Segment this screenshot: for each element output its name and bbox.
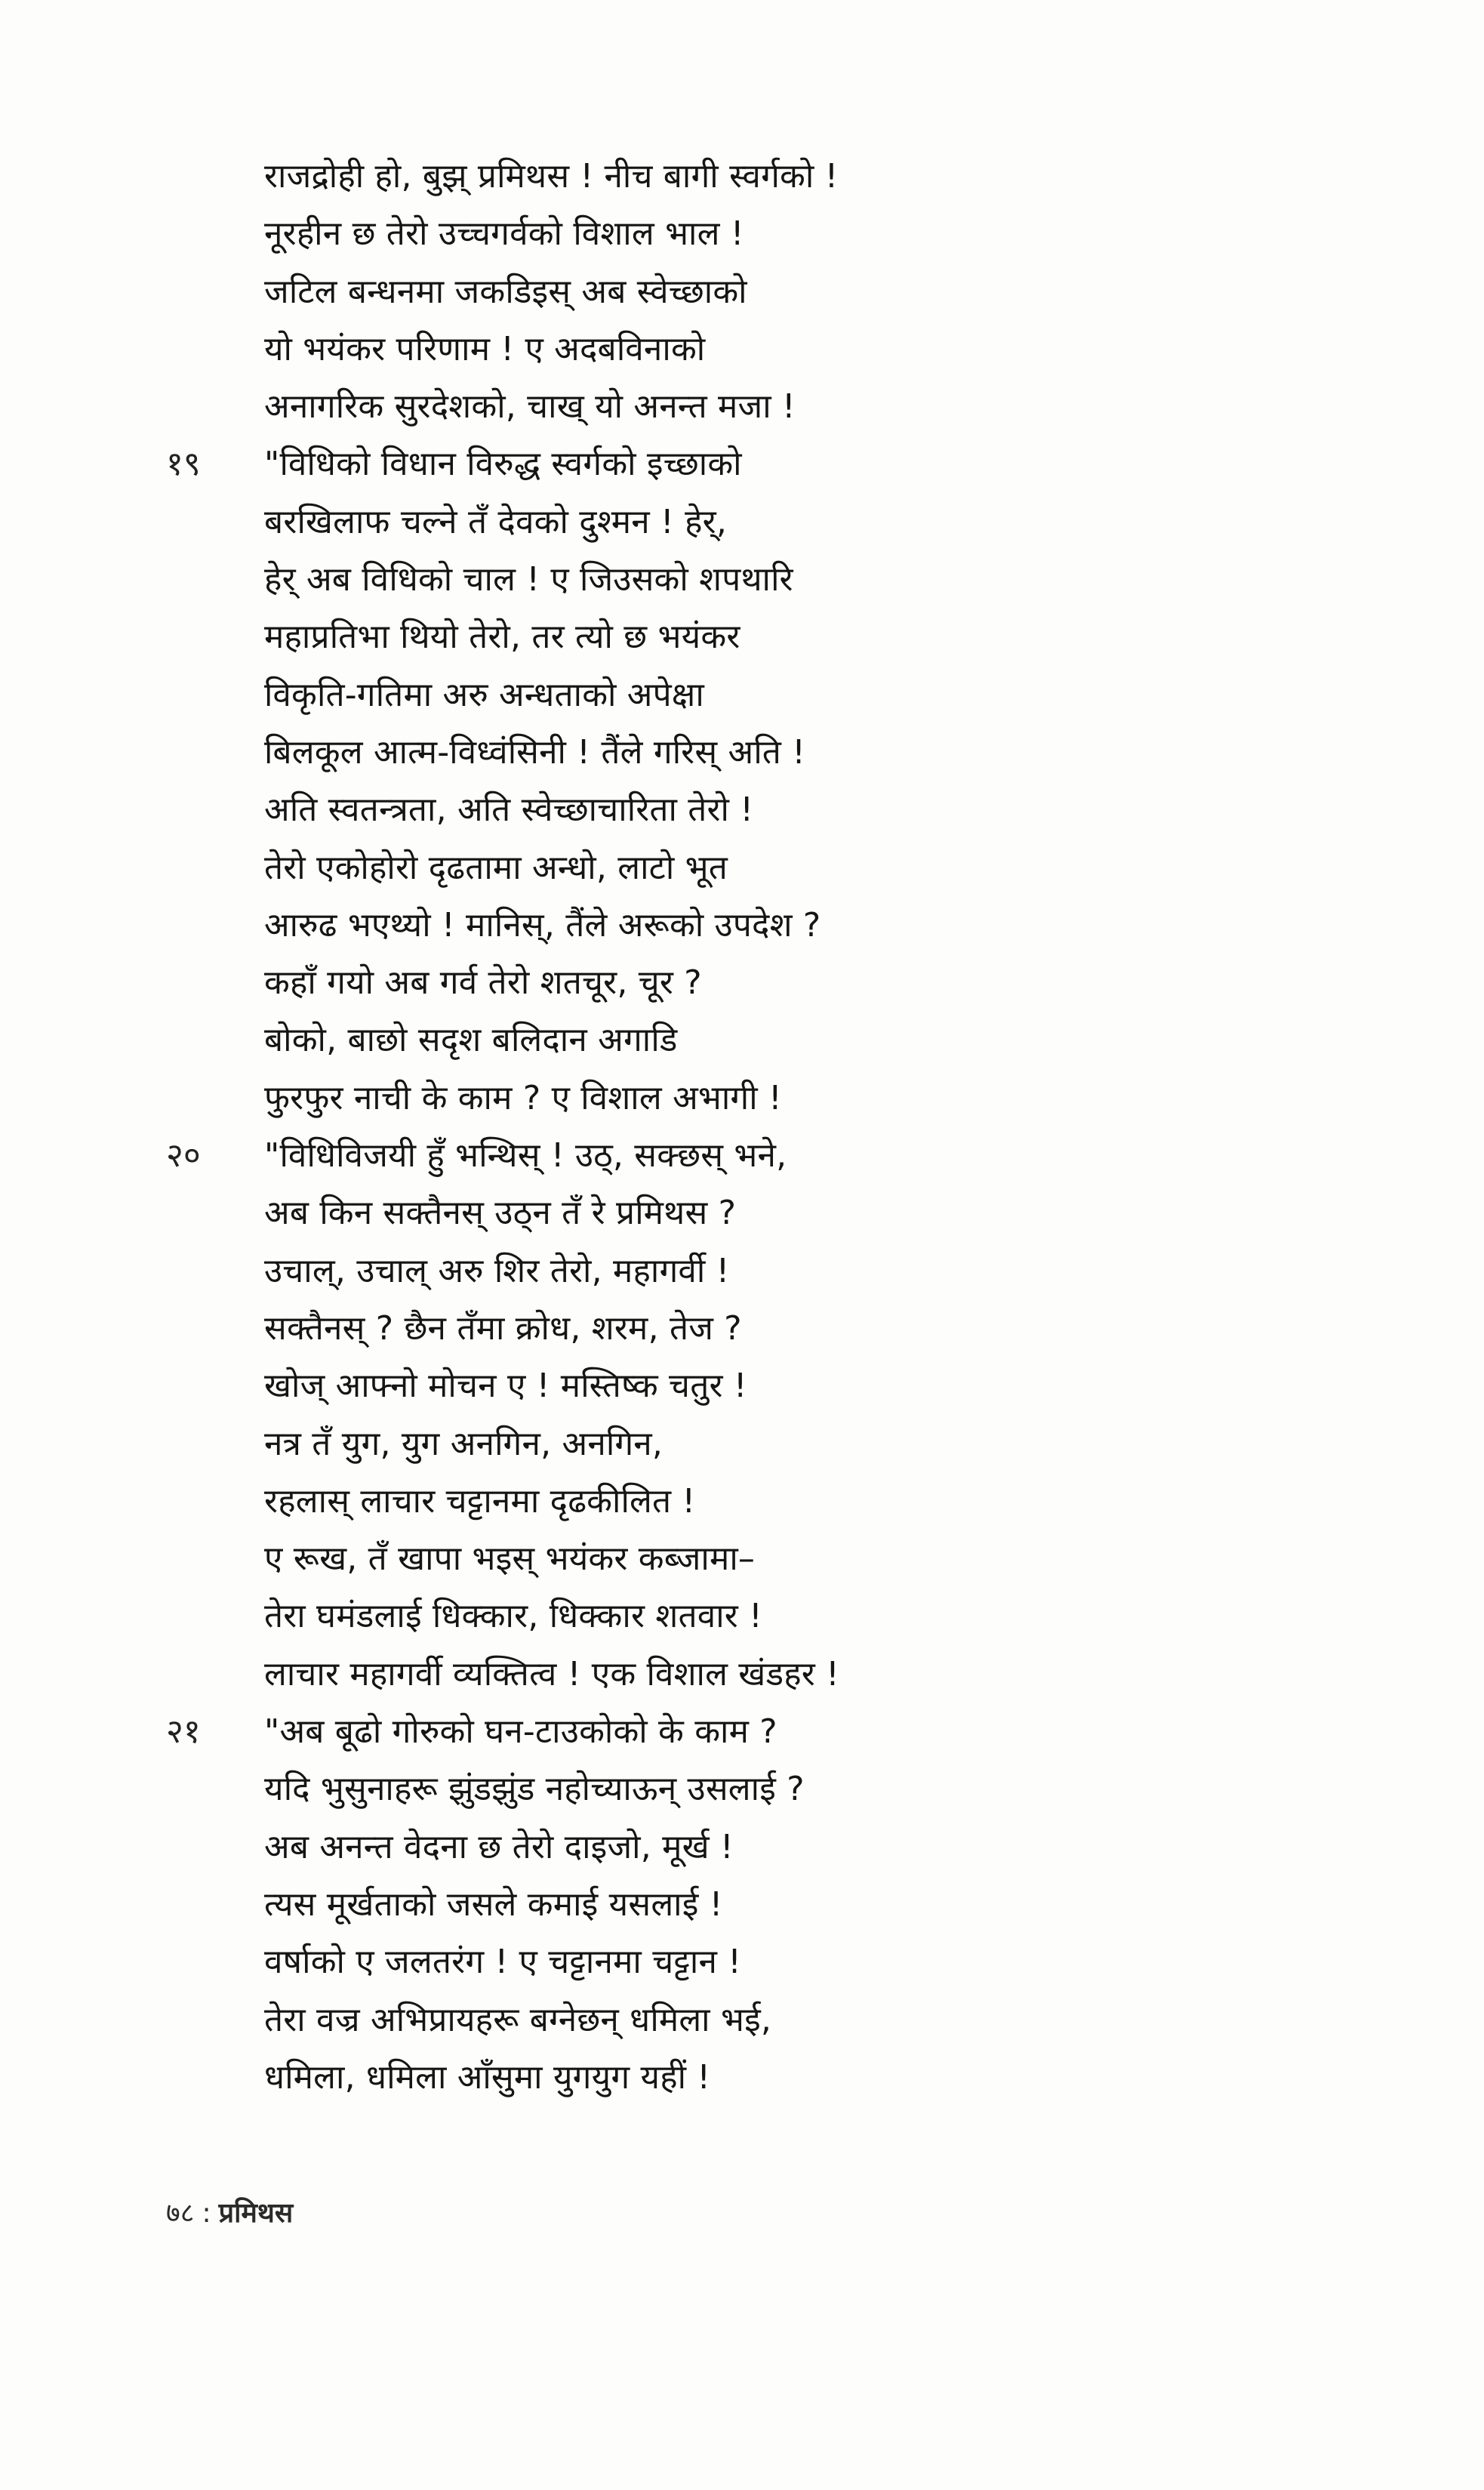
poem-line-text: विकृति-गतिमा अरु अन्धताको अपेक्षा	[264, 675, 704, 714]
poem-line	[166, 321, 1344, 378]
poem-line-text: महाप्रतिभा थियो तेरो, तर त्यो छ भयंकर	[264, 618, 740, 657]
poem-line-text: राजद्रोही हो, बुझ् प्रमिथस ! नीच बागी स्वर्गको !	[264, 157, 839, 196]
poem-line	[166, 724, 1344, 781]
poem-line	[166, 551, 1344, 609]
poem-line	[166, 667, 1344, 724]
poem-line	[166, 609, 1344, 666]
stanza-number: २०	[166, 1136, 201, 1176]
poem-line-text: सक्तैनस् ? छैन तँमा क्रोध, शरम, तेज ?	[264, 1308, 742, 1348]
poem-line-text: "विधिविजयी हुँ भन्थिस् ! उठ्, सक्छस् भने,	[264, 1136, 787, 1176]
poem-line-text: बिलकूल आत्म-विध्वंसिनी ! तैंले गरिस् अति !	[264, 732, 806, 772]
poem-line-text: खोज् आफ्नो मोचन ए ! मस्तिष्क चतुर !	[264, 1367, 747, 1406]
poem-line-text: जटिल बन्धनमा जकडिइस् अब स्वेच्छाको	[264, 272, 747, 311]
poem-line-text: यो भयंकर परिणाम ! ए अदबविनाको	[264, 329, 706, 368]
poem-line	[166, 781, 1344, 839]
poem-line-text: "विधिको विधान विरुद्ध स्वर्गको इच्छाको	[264, 445, 742, 484]
page-number: ७८	[166, 2198, 195, 2229]
poem-line-text: अति स्वतन्त्रता, अति स्वेच्छाचारिता तेरो !	[264, 790, 754, 830]
poem-line	[166, 1703, 1344, 1761]
poem-line-text: अब किन सक्तैनस् उठ्न तँ रे प्रमिथस ?	[264, 1194, 737, 1233]
poem-line	[166, 897, 1344, 954]
stanza-number: २१	[166, 1712, 201, 1752]
poem-line	[166, 148, 1344, 205]
poem-line	[166, 954, 1344, 1012]
poem-line	[166, 1992, 1344, 2049]
poem-line	[166, 1300, 1344, 1357]
poem-line-text: यदि भुसुनाहरू झुंडझुंड नहोच्याऊन् उसलाई ?	[264, 1770, 805, 1809]
page-footer	[166, 2193, 293, 2230]
poem-line	[166, 1473, 1344, 1530]
poem-line	[166, 1243, 1344, 1300]
poem-line-text: "अब बूढो गोरुको घन-टाउकोको के काम ?	[264, 1712, 777, 1752]
poem-line	[166, 1012, 1344, 1069]
poem-line	[166, 1070, 1344, 1127]
poem-line-text: तेरो एकोहोरो दृढतामा अन्धो, लाटो भूत	[264, 848, 728, 887]
poem-line	[166, 1588, 1344, 1645]
poem-line-text: हेर् अब विधिको चाल ! ए जिउसको शपथारि	[264, 560, 793, 599]
poem-line	[166, 840, 1344, 897]
poem-line-text: आरुढ भएथ्यो ! मानिस्, तैंले अरूको उपदेश ?	[264, 905, 821, 945]
poem-line-text: बोको, बाछो सदृश बलिदान अगाडि	[264, 1021, 678, 1060]
poem-line	[166, 1127, 1344, 1185]
poem-line	[166, 2049, 1344, 2106]
poem-line	[166, 205, 1344, 263]
poem-line-text: उचाल्, उचाल् अरु शिर तेरो, महागर्वी !	[264, 1251, 730, 1290]
poem-line	[166, 1357, 1344, 1415]
poem-line-text: कहाँ गयो अब गर्व तेरो शतचूर, चूर ?	[264, 963, 702, 1003]
poem-line	[166, 1416, 1344, 1473]
poem-line-text: धमिला, धमिला आँसुमा युगयुग यहीं !	[264, 2057, 711, 2097]
poem-line-text: त्यस मूर्खताको जसले कमाई यसलाई !	[264, 1884, 723, 1924]
poem-line	[166, 1761, 1344, 1818]
poem-line	[166, 494, 1344, 551]
poem-line	[166, 378, 1344, 436]
poem-line-text: तेरा वज्र अभिप्रायहरू बग्नेछन् धमिला भई,	[264, 2000, 772, 2039]
poem-line-text: वर्षाको ए जलतरंग ! ए चट्टानमा चट्टान !	[264, 1943, 742, 1982]
poem-line-text: फुरफुर नाची के काम ? ए विशाल अभागी !	[264, 1078, 782, 1117]
poem-line	[166, 436, 1344, 493]
poem-line-text: लाचार महागर्वी व्यक्तित्व ! एक विशाल खंडहर !	[264, 1654, 840, 1693]
book-title: प्रमिथस	[218, 2198, 294, 2229]
poem-line	[166, 1530, 1344, 1588]
stanza-number: १९	[166, 445, 201, 484]
poem-body	[166, 148, 1344, 2106]
poem-line	[166, 1876, 1344, 1934]
poem-line-text: अब अनन्त वेदना छ तेरो दाइजो, मूर्ख !	[264, 1827, 734, 1866]
poem-line	[166, 1819, 1344, 1876]
poem-line-text: रहलास् लाचार चट्टानमा दृढकीलित !	[264, 1481, 696, 1521]
poem-line-text: तेरा घमंडलाई धिक्कार, धिक्कार शतवार !	[264, 1597, 763, 1636]
footer-separator: :	[202, 2198, 211, 2229]
poem-line-text: नूरहीन छ तेरो उच्चगर्वको विशाल भाल !	[264, 214, 744, 254]
poem-line	[166, 1934, 1344, 1991]
poem-line	[166, 263, 1344, 321]
poem-line-text: नत्र तँ युग, युग अनगिन, अनगिन,	[264, 1424, 663, 1463]
poem-line	[166, 1185, 1344, 1242]
poem-line-text: बरखिलाफ चल्ने तँ देवको दुश्मन ! हेर्,	[264, 502, 728, 541]
poem-line	[166, 1646, 1344, 1703]
poem-line-text: अनागरिक सुरदेशको, चाख् यो अनन्त मजा !	[264, 387, 796, 427]
poem-line-text: ए रूख, तँ खापा भइस् भयंकर कब्जामा–	[264, 1539, 756, 1579]
